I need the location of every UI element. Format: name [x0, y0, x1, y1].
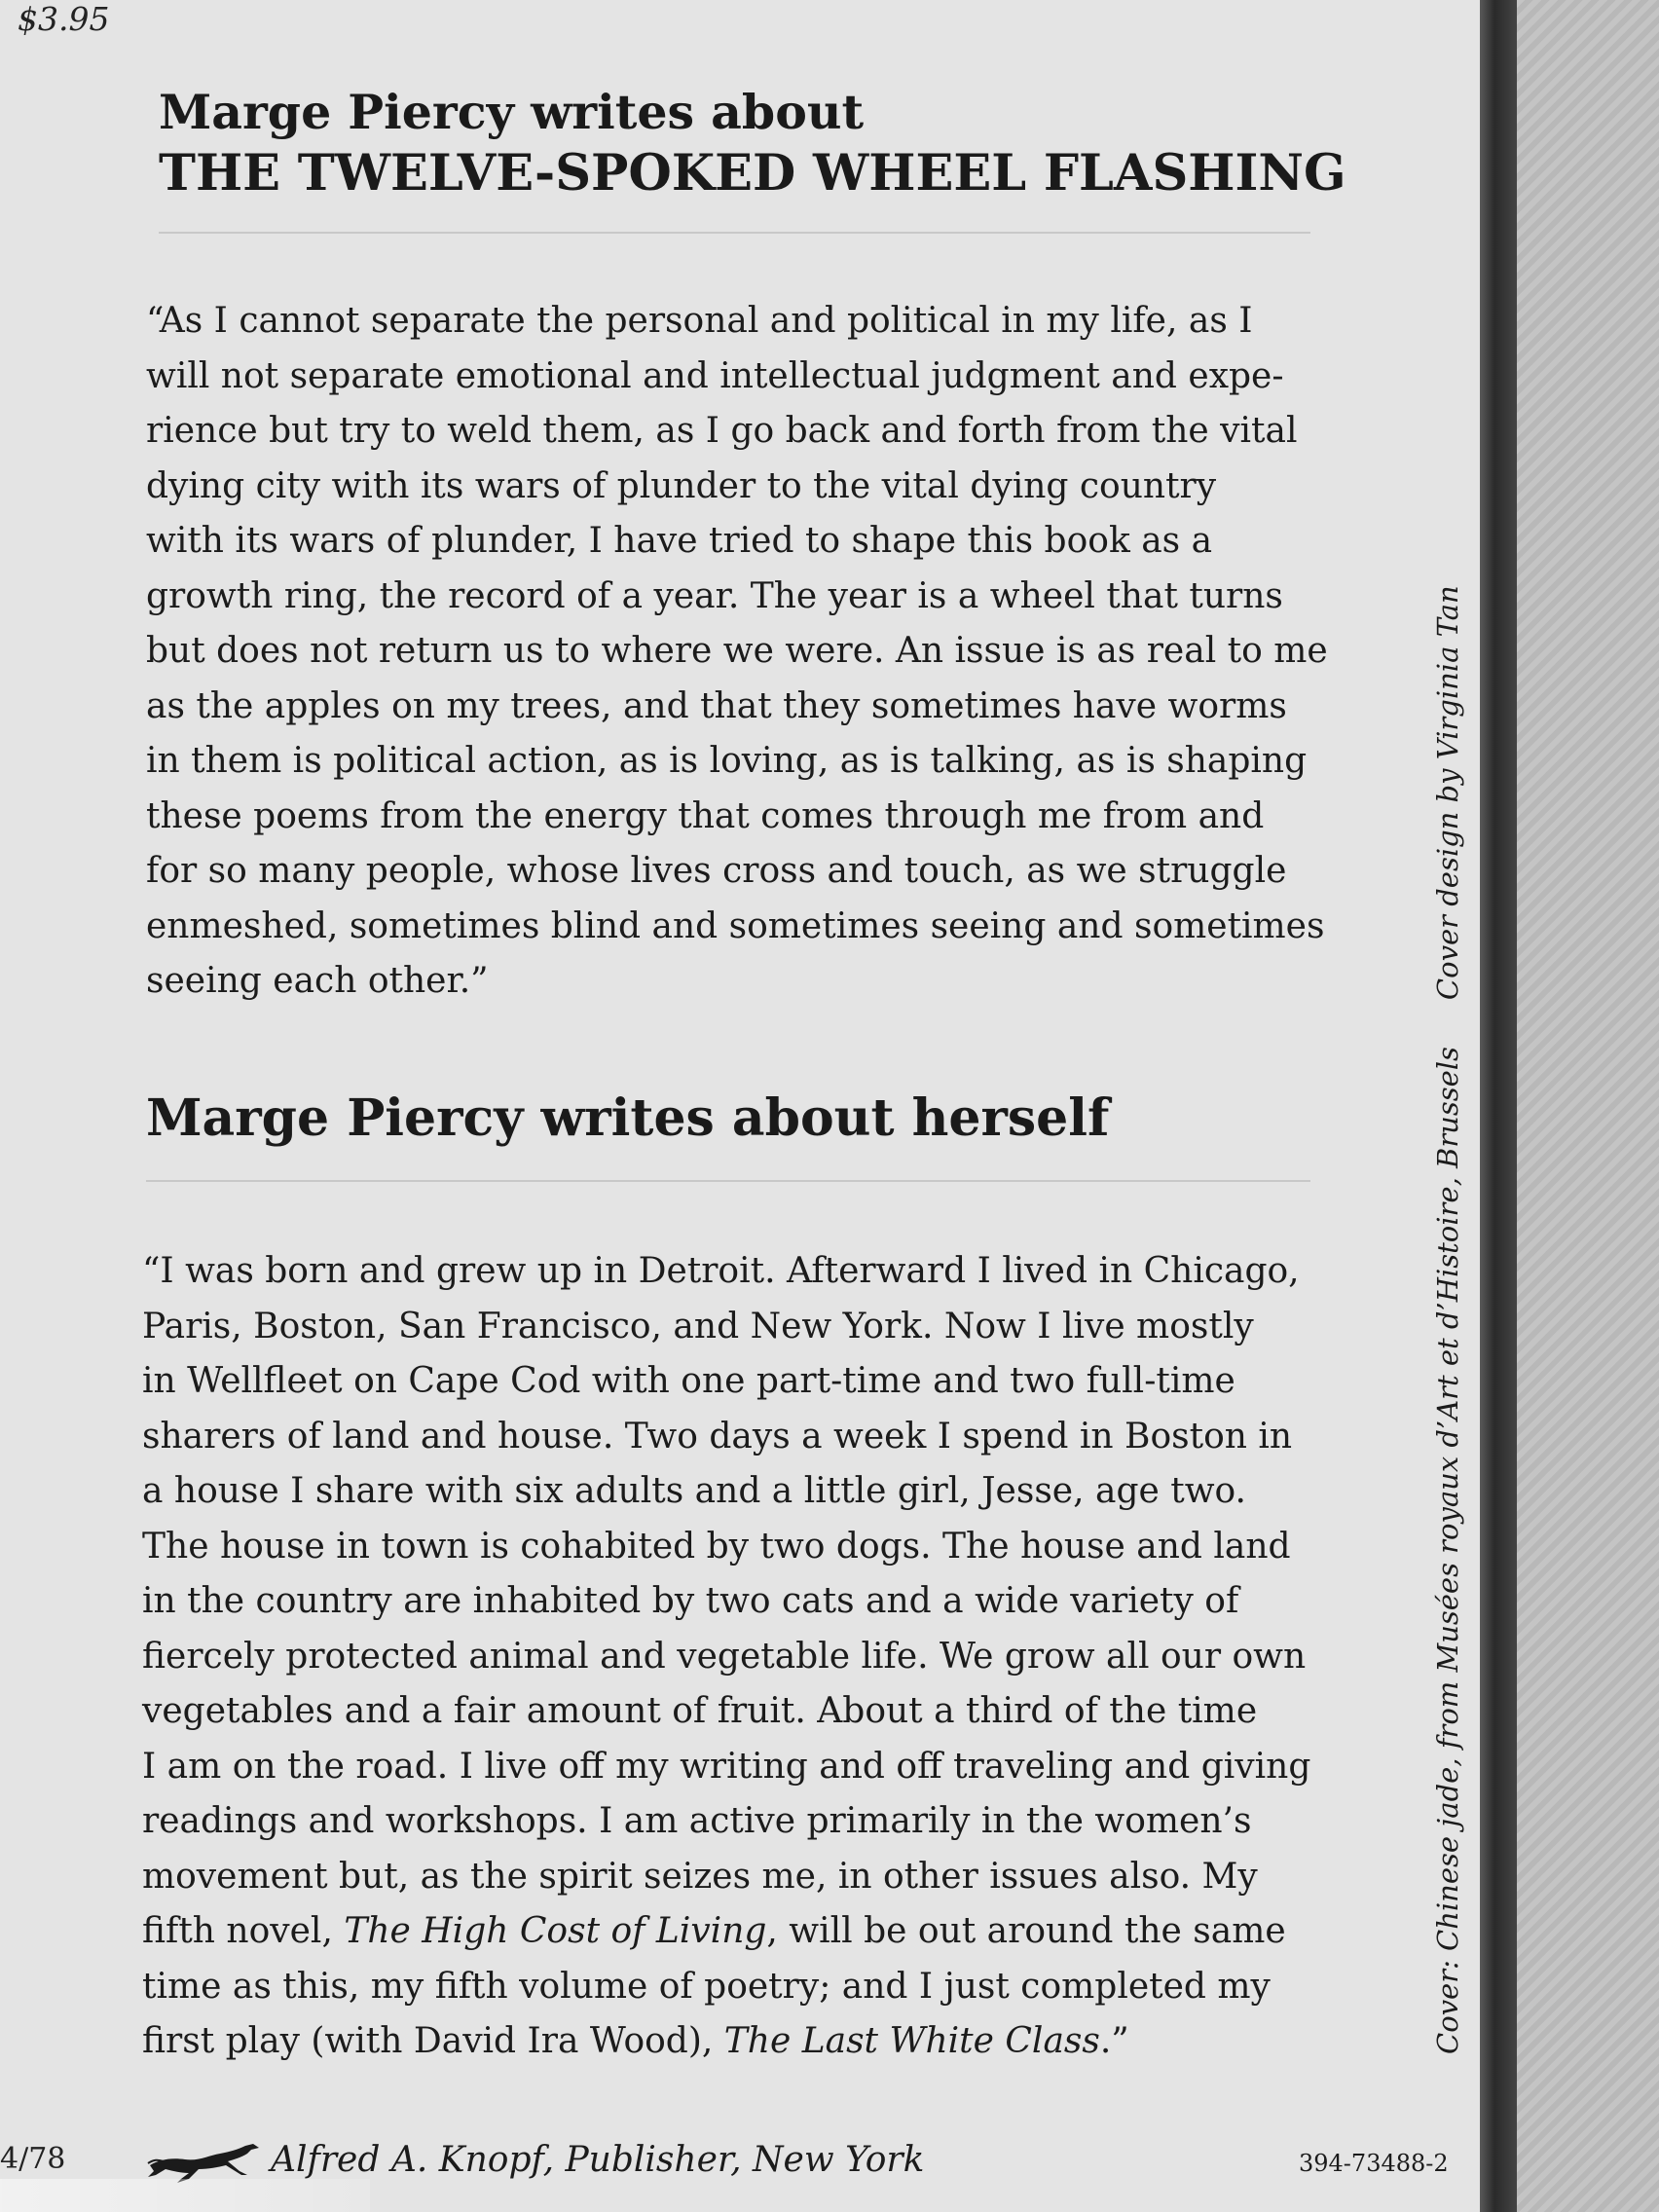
quote-line: as the apples on my trees, and that they sometimes have worms: [146, 685, 1287, 726]
quote-line: enmeshed, sometimes blind and sometimes seeing and sometimes: [146, 905, 1325, 946]
quote-line: fiercely protected animal and vegetable life. We grow all our own: [142, 1636, 1307, 1677]
price-label: $3.95: [18, 0, 110, 38]
quote-line: will not separate emotional and intellectual judgment and expe-: [146, 355, 1284, 396]
play-title: The Last White Class: [723, 2021, 1100, 2061]
date-code: 4/78: [0, 2142, 66, 2176]
quote-line: a house I share with six adults and a little girl, Jesse, age two.: [142, 1471, 1246, 1511]
quote-about-book: [146, 294, 1328, 1010]
publisher-name: Alfred A. Knopf, Publisher, New York: [271, 2139, 925, 2180]
quote-line: I am on the road. I live off my writing and off traveling and giving: [142, 1746, 1311, 1787]
book-spine: [1480, 0, 1517, 2212]
divider-rule: [146, 1180, 1310, 1182]
novel-title: The High Cost of Living: [344, 1911, 767, 1951]
cover-art-credit: Cover: Chinese jade, from Musées royaux d’Art et d’Histoire, Brussels: [1431, 1047, 1464, 2054]
novel-prefix: fifth novel,: [142, 1911, 345, 1951]
cover-credits: [1431, 585, 1464, 2054]
quote-line: seeing each other.”: [146, 961, 489, 1001]
watermark-overlay: [0, 2179, 370, 2212]
quote-line: readings and workshops. I am active primarily in the women’s: [142, 1801, 1252, 1841]
quote-line: sharers of land and house. Two days a week I spend in Boston in: [142, 1416, 1293, 1456]
quote-line: movement but, as the spirit seizes me, in other issues also. My: [142, 1856, 1258, 1897]
quote-line: these poems from the energy that comes through me from and: [146, 795, 1265, 836]
background-surface: [1517, 0, 1659, 2212]
quote-line: The house in town is cohabited by two dogs. The house and land: [142, 1526, 1291, 1567]
quote-line: in them is political action, as is loving, as is talking, as is shaping: [146, 741, 1308, 781]
quote-line: time as this, my fifth volume of poetry; and I just completed my: [142, 1966, 1271, 2007]
quote-about-author: [142, 1244, 1310, 2070]
quote-line: for so many people, whose lives cross and touch, as we struggle: [146, 851, 1287, 891]
book-title: THE TWELVE-SPOKED WHEEL FLASHING: [159, 144, 1346, 203]
quote-line: “I was born and grew up in Detroit. Afterward I lived in Chicago,: [142, 1251, 1300, 1291]
play-suffix: .”: [1099, 2021, 1129, 2061]
quote-line-novel: [142, 1904, 1310, 1960]
quote-line: rience but try to weld them, as I go back and forth from the vital: [146, 411, 1298, 451]
quote-line: dying city with its wars of plunder to the vital dying country: [146, 465, 1217, 506]
quote-line: in the country are inhabited by two cats and a wide variety of: [142, 1581, 1239, 1621]
quote-line: vegetables and a fair amount of fruit. About a third of the time: [142, 1691, 1258, 1731]
play-prefix: first play (with David Ira Wood),: [142, 2021, 724, 2061]
quote-line: “As I cannot separate the personal and political in my life, as I: [146, 301, 1253, 341]
section1-subtitle: Marge Piercy writes about: [159, 84, 865, 140]
quote-line: growth ring, the record of a year. The year is a wheel that turns: [146, 575, 1283, 616]
quote-line: in Wellfleet on Cape Cod with one part-time and two full-time: [142, 1361, 1235, 1401]
quote-line: with its wars of plunder, I have tried to shape this book as a: [146, 521, 1213, 561]
quote-line-play: [142, 2014, 1310, 2070]
divider-rule: [159, 232, 1310, 234]
cover-design-credit: Cover design by Virginia Tan: [1431, 585, 1464, 1001]
isbn-number: 394-73488-2: [1299, 2150, 1449, 2177]
quote-line: Paris, Boston, San Francisco, and New York. Now I live mostly: [142, 1306, 1254, 1346]
novel-suffix: , will be out around the same: [766, 1911, 1286, 1951]
quote-line: but does not return us to where we were. An issue is as real to me: [146, 631, 1328, 671]
section2-title: Marge Piercy writes about herself: [146, 1088, 1110, 1148]
